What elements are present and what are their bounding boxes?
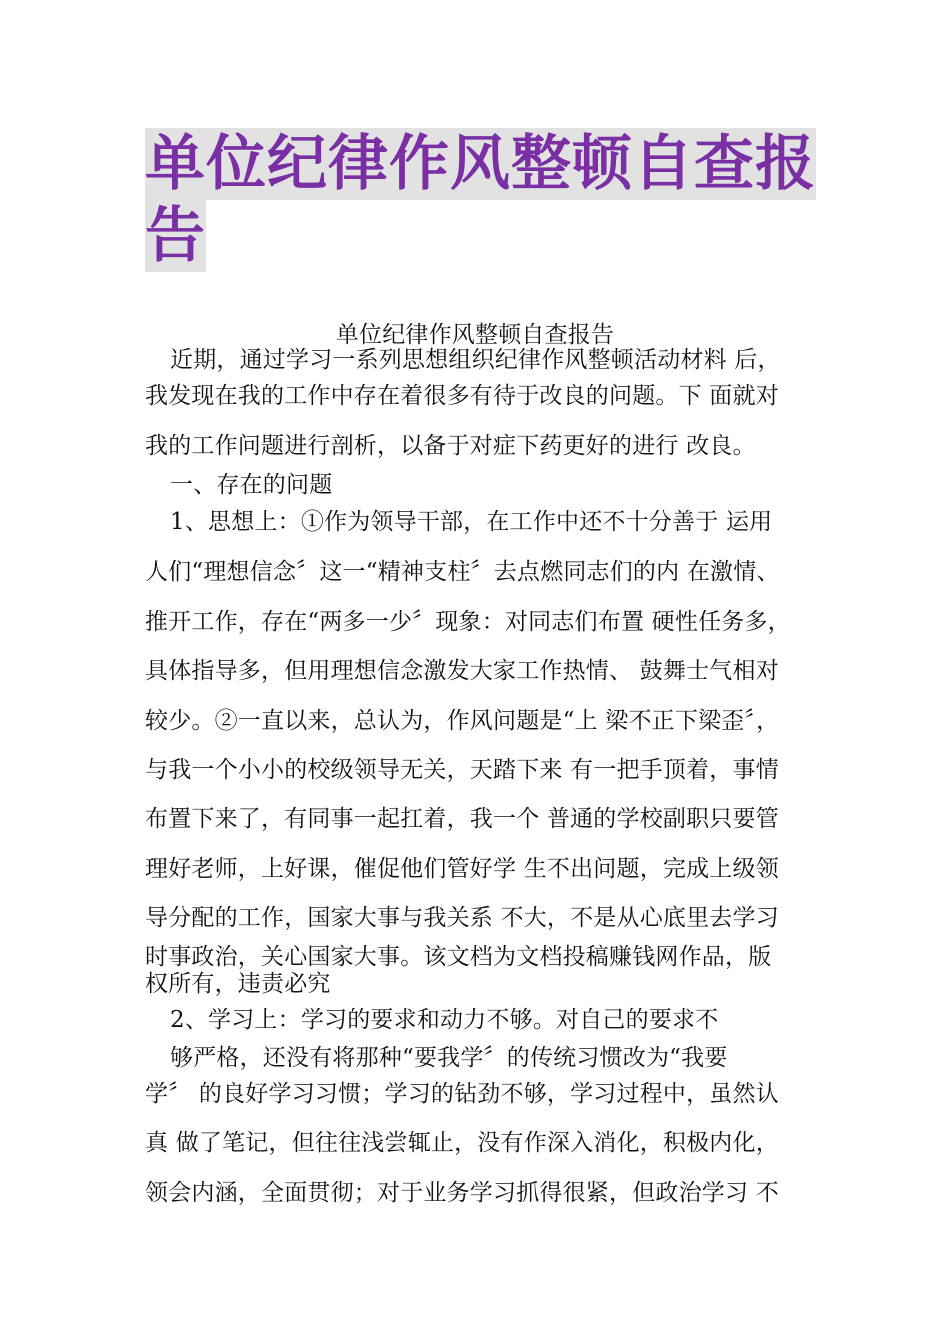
body-line: 人们“理想信念〞这一“精神支柱〞去点燃同志们的内 在激情、 (145, 559, 780, 585)
body-line: 我的工作问题进行剖析，以备于对症下药更好的进行 改良。 (145, 433, 756, 459)
body-line: 具体指导多，但用理想信念激发大家工作热情、 鼓舞士气相对 (145, 658, 779, 684)
body-line: 导分配的工作，国家大事与我关系 不大，不是从心底里去学习 (145, 905, 779, 931)
body-line: 推开工作，存在“两多一少〞现象：对同志们布置 硬性任务多， (145, 609, 791, 635)
body-line: 1、思想上：①作为领导干部，在工作中还不十分善于 运用 (170, 509, 773, 535)
body-line: 2、学习上：学习的要求和动力不够。对自己的要求不 (170, 1007, 719, 1033)
body-line: 领会内涵，全面贯彻；对于业务学习抓得很紧，但政治学习 不 (145, 1180, 779, 1206)
body-line: 够严格，还没有将那种“要我学〞的传统习惯改为“我要 (170, 1045, 728, 1071)
body-line: 理好老师，上好课，催促他们管好学 生不出问题，完成上级领 (145, 856, 779, 882)
body-line: 权所有，违责必究 (145, 971, 331, 997)
body-line: 近期，通过学习一系列思想组织纪律作风整顿活动材料 后， (170, 347, 781, 373)
title-line: 告 (145, 201, 206, 271)
body-line: 时事政治，关心国家大事。该文档为文档投稿赚钱网作品，版 (145, 944, 772, 970)
body-line: 与我一个小小的校级领导无关，天踏下来 有一把手顶着，事情 (145, 757, 779, 783)
body-line: 真 做了笔记，但往往浅尝辄止，没有作深入消化，积极内化， (145, 1130, 779, 1156)
subtitle: 单位纪律作风整顿自查报告 (335, 322, 615, 348)
document-title (145, 128, 825, 272)
title-line: 单位纪律作风整顿自查报 (145, 129, 816, 199)
body-line: 布置下来了，有同事一起扛着，我一个 普通的学校副职只要管 (145, 806, 779, 832)
body-line: 我发现在我的工作中存在着很多有待于改良的问题。下 面就对 (145, 383, 779, 409)
section-heading: 一、存在的问题 (170, 472, 333, 498)
body-line: 学〞 的良好学习习惯；学习的钻劲不够，学习过程中，虽然认 (145, 1081, 779, 1107)
body-line: 较少。②一直以来，总认为，作风问题是“上 梁不正下梁歪〞， (145, 708, 780, 734)
